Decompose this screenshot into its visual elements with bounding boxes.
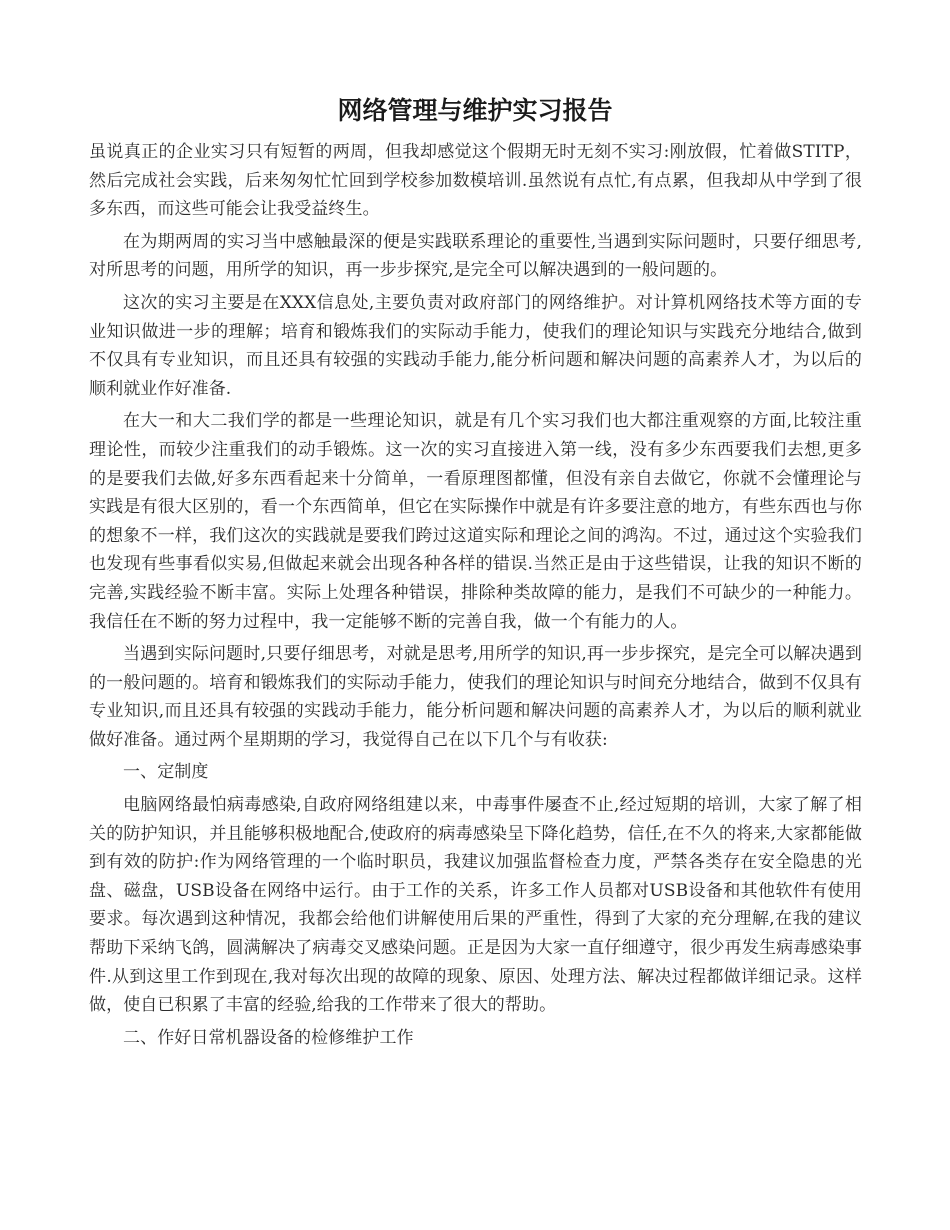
paragraph-intro: 虽说真正的企业实习只有短暂的两周，但我却感觉这个假期无时无刻不实习:刚放假，忙着做STITP，然后完成社会实践，后来匆匆忙忙回到学校参加数模培训.虽然说有点忙,有点累，但我却从中学到了很多东西，而这些可能会让我受益终生。 [89, 142, 862, 220]
paragraph-hands-on-experience: 在大一和大二我们学的都是一些理论知识，就是有几个实习我们也大都注重观察的方面,比较注重理论性，而较少注重我们的动手锻炼。这一次的实习直接进入第一线，没有多少东西要我们去想,更多的是要我们去做,好多东西看起来十分简单，一看原理图都懂，但没有亲自去做它，你就不会懂理论与实践是有很大区别的，看一个东西简单，但它在实际操作中就是有许多要注意的地方，有些东西也与你的想象不一样，我们这次的实践就是要我们跨过这道实际和理论之间的鸿沟。不过，通过这个实验我们也发现有些事看似实易,但做起来就会出现各种各样的错误.当然正是由于这些错误，让我的知识不断的完善,实践经验不断丰富。实际上处理各种错误，排除种类故障的能力，是我们不可缺少的一种能力。我信任在不断的努力过程中，我一定能够不断的完善自我，做一个有能力的人。 [89, 411, 862, 632]
section-heading-rules: 一、定制度 [123, 762, 209, 783]
paragraph-gains-summary: 当遇到实际问题时,只要仔细思考，对就是思考,用所学的知识,再一步步探究，是完全可以解决遇到的一般问题的。培育和锻炼我们的实际动手能力，使我们的理论知识与时间充分地结合，做到不仅具有专业知识,而且还具有较强的实践动手能力，能分析问题和解决问题的高素养人才，为以后的顺利就业做好准备。通过两个星期期的学习，我觉得自己在以下几个与有收获: [89, 644, 862, 750]
paragraph-internship-role: 这次的实习主要是在XXX信息处,主要负责对政府部门的网络维护。对计算机网络技术等方面的专业知识做进一步的理解；培育和锻炼我们的实际动手能力，使我们的理论知识与实践充分地结合,做到不仅具有专业知识，而且还具有较强的实践动手能力,能分析问题和解决问题的高素养人才，为以后的顺利就业作好准备. [89, 292, 862, 399]
document-body [89, 138, 862, 1056]
paragraph-practice-theory: 在为期两周的实习当中感触最深的便是实践联系理论的重要性,当遇到实际问题时，只要仔细思考,对所思考的问题，用所学的知识，再一步步探究,是完全可以解决遇到的一般问题的。 [89, 231, 862, 281]
section-heading-maintenance: 二、作好日常机器设备的检修维护工作 [123, 1027, 414, 1048]
document-title: 网络管理与维护实习报告 [337, 96, 613, 125]
paragraph-virus-protection: 电脑网络最怕病毒感染,自政府网络组建以来，中毒事件屡查不止,经过短期的培训，大家了解了相关的防护知识，并且能够积极地配合,使政府的病毒感染呈下降化趋势，信任,在不久的将来,大家都能做到有效的防护:作为网络管理的一个临时职员，我建议加强监督检查力度，严禁各类存在安全隐患的光盘、磁盘，USB设备在网络中运行。由于工作的关系，许多工作人员都对USB设备和其他软件有使用要求。每次遇到这种情况，我都会给他们讲解使用后果的严重性，得到了大家的充分理解,在我的建议帮助下采纳飞鸽，圆满解决了病毒交叉感染问题。正是因为大家一直仔细遵守，很少再发生病毒感染事件.从到这里工作到现在,我对每次出现的故障的现象、原因、处理方法、解决过程都做详细记录。这样做，使自已积累了丰富的经验,给我的工作带来了很大的帮助。 [89, 795, 862, 1016]
